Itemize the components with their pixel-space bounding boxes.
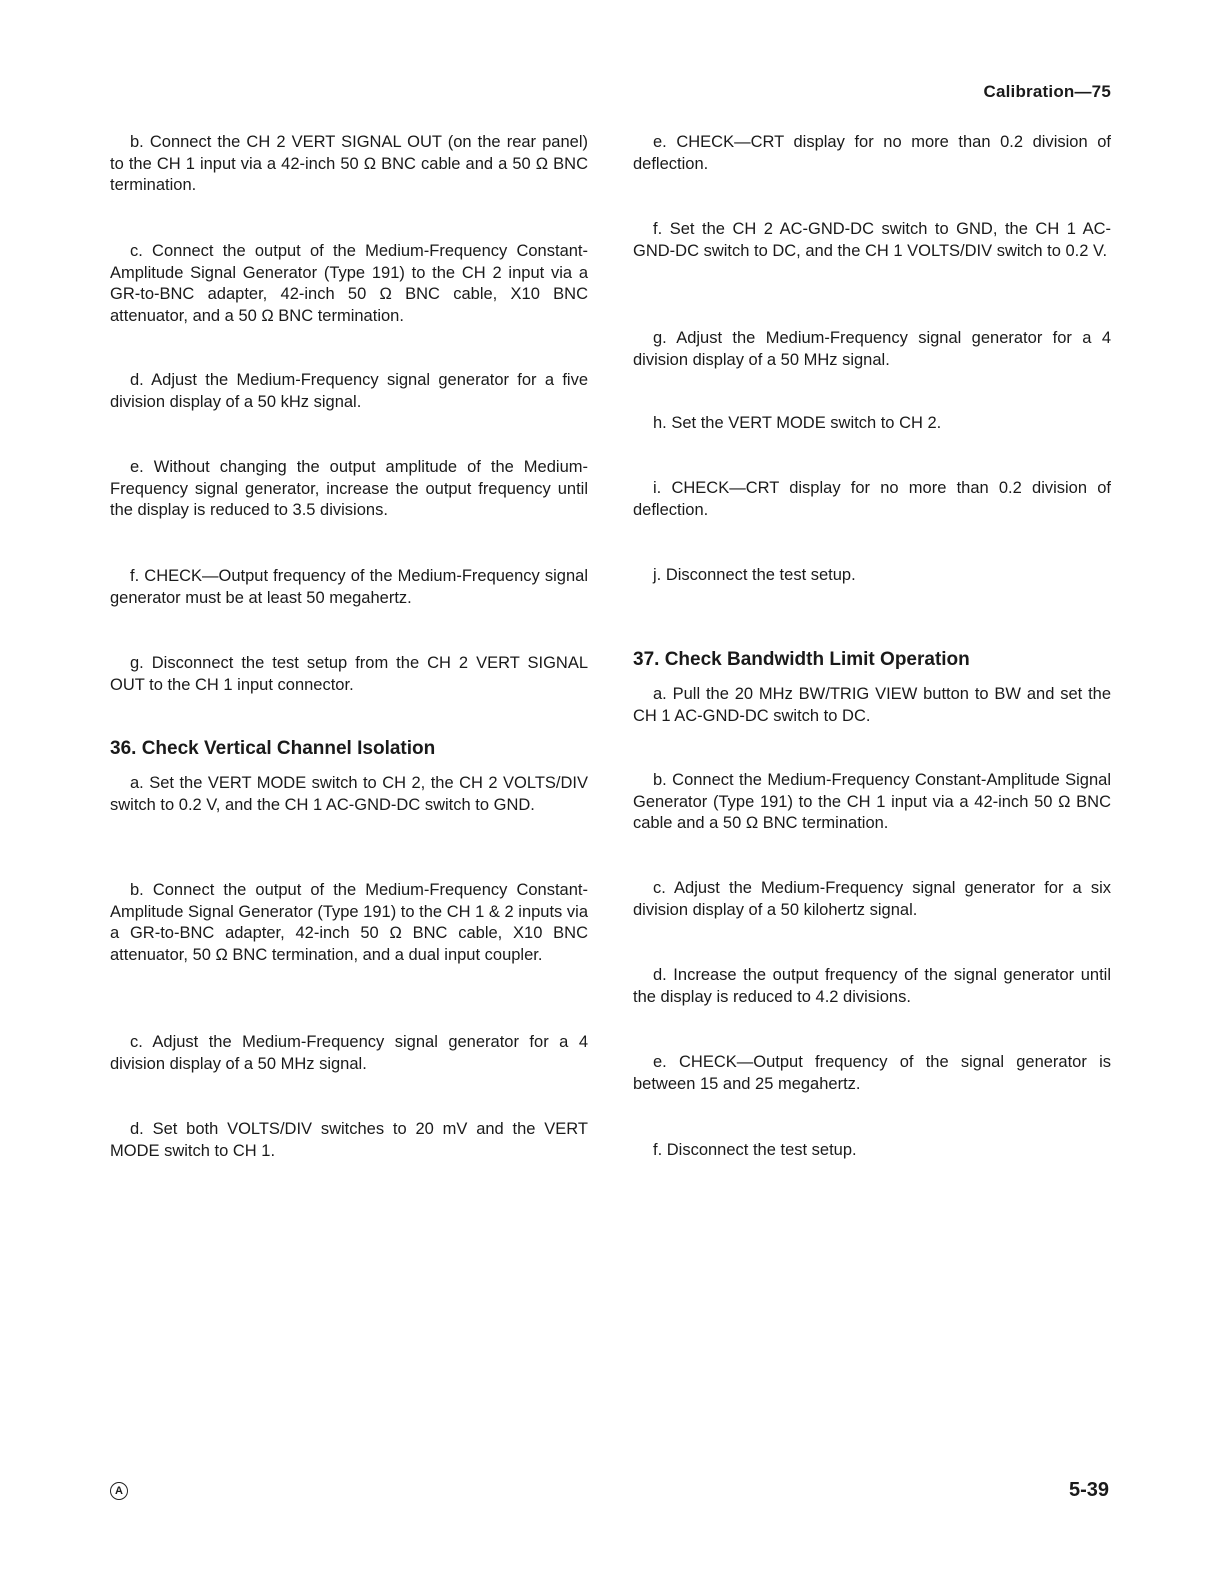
page-number: 5-39 [1068,1479,1109,1501]
step-j-disconnect: j. Disconnect the test setup. [653,566,856,584]
step-i-check-crt: i. CHECK—CRT display for no more than 0.2 division of deflection. [633,479,1111,519]
step-g-disconnect: g. Disconnect the test setup from the CH 2 VERT SIGNAL OUT to the CH 1 input connector. [110,654,588,694]
step-b-connect-vert-signal-out: b. Connect the CH 2 VERT SIGNAL OUT (on the rear panel) to the CH 1 input via a 42-inch 50 Ω BNC cable and a 50 Ω BNC termination. [110,133,588,195]
sec36-step-a: a. Set the VERT MODE switch to CH 2, the CH 2 VOLTS/DIV switch to 0.2 V, and the CH 1 AC-GND-DC switch to GND. [110,774,588,814]
sec37-step-e: e. CHECK—Output frequency of the signal generator is between 15 and 25 megahertz. [633,1053,1111,1093]
sec36-step-c: c. Adjust the Medium-Frequency signal generator for a 4 division display of a 50 MHz signal. [110,1033,588,1073]
section-37-heading: 37. Check Bandwidth Limit Operation [633,649,970,670]
step-g-adjust-generator: g. Adjust the Medium-Frequency signal generator for a 4 division display of a 50 MHz signal. [633,329,1111,369]
sec37-step-f: f. Disconnect the test setup. [653,1141,857,1159]
step-e-increase-frequency: e. Without changing the output amplitude of the Medium-Frequency signal generator, increase the output frequency until the display is reduced to 3.5 divisions. [110,458,588,520]
step-c-connect-signal-generator: c. Connect the output of the Medium-Frequency Constant-Amplitude Signal Generator (Type 191) to the CH 2 input via a GR-to-BNC adapter, 42-inch 50 Ω BNC cable, X10 BNC attenuator, and a 50 Ω BNC termination. [110,242,588,325]
section-36-heading: 36. Check Vertical Channel Isolation [110,738,436,759]
sec36-step-b: b. Connect the output of the Medium-Frequency Constant-Amplitude Signal Generator (Type 191) to the CH 1 & 2 inputs via a GR-to-BNC adapter, 42-inch 50 Ω BNC cable, X10 BNC attenuator, 50 Ω BNC termination, and a dual input coupler. [110,881,588,964]
sec37-step-c: c. Adjust the Medium-Frequency signal generator for a six division display of a 50 kilohertz signal. [633,879,1111,919]
step-f-set-switches: f. Set the CH 2 AC-GND-DC switch to GND, the CH 1 AC-GND-DC switch to DC, and the CH 1 VOLTS/DIV switch to 0.2 V. [633,220,1111,260]
sec36-step-d: d. Set both VOLTS/DIV switches to 20 mV and the VERT MODE switch to CH 1. [110,1120,588,1160]
step-d-adjust-generator: d. Adjust the Medium-Frequency signal generator for a five division display of a 50 kHz signal. [110,371,588,411]
step-h-set-vert-mode: h. Set the VERT MODE switch to CH 2. [653,414,942,432]
step-f-check-output-frequency: f. CHECK—Output frequency of the Medium-Frequency signal generator must be at least 50 megahertz. [110,567,588,607]
page-header-title: Calibration—75 [983,82,1111,101]
revision-mark-icon: A [110,1482,128,1500]
sec37-step-d: d. Increase the output frequency of the signal generator until the display is reduced to 4.2 divisions. [633,966,1111,1006]
step-e-check-crt: e. CHECK—CRT display for no more than 0.2 division of deflection. [633,133,1111,173]
sec37-step-a: a. Pull the 20 MHz BW/TRIG VIEW button to BW and set the CH 1 AC-GND-DC switch to DC. [633,685,1111,725]
sec37-step-b: b. Connect the Medium-Frequency Constant-Amplitude Signal Generator (Type 191) to the CH 1 input via a 42-inch 50 Ω BNC cable and a 50 Ω BNC termination. [633,771,1111,833]
